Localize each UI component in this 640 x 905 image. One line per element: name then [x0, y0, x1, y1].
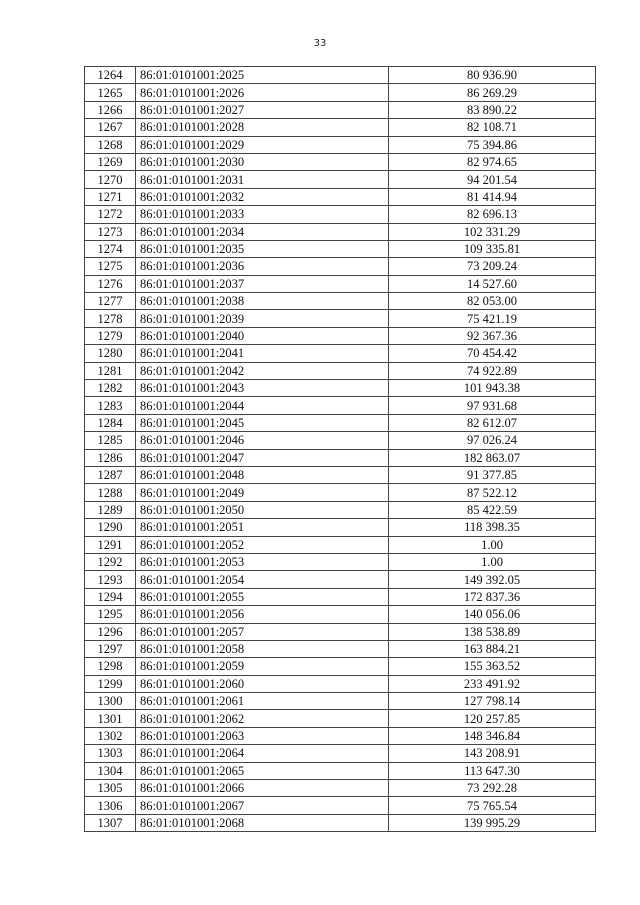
cadastral-number-cell: 86:01:0101001:2066 [136, 780, 389, 797]
table-row [85, 380, 596, 397]
table-row [85, 119, 596, 136]
cadastral-number-cell: 86:01:0101001:2058 [136, 640, 389, 657]
cadastral-number-cell: 86:01:0101001:2067 [136, 797, 389, 814]
value-cell: 120 257.85 [389, 710, 596, 727]
table-row [85, 588, 596, 605]
cadastral-number-cell: 86:01:0101001:2052 [136, 536, 389, 553]
table-row [85, 623, 596, 640]
value-cell: 172 837.36 [389, 588, 596, 605]
cadastral-number-cell: 86:01:0101001:2060 [136, 675, 389, 692]
cadastral-number-cell: 86:01:0101001:2043 [136, 380, 389, 397]
value-cell: 75 394.86 [389, 136, 596, 153]
cadastral-number-cell: 86:01:0101001:2037 [136, 275, 389, 292]
row-number-cell: 1289 [85, 501, 136, 518]
cadastral-number-cell: 86:01:0101001:2029 [136, 136, 389, 153]
cadastral-number-cell: 86:01:0101001:2046 [136, 432, 389, 449]
value-cell: 143 208.91 [389, 745, 596, 762]
value-cell: 97 026.24 [389, 432, 596, 449]
cadastral-number-cell: 86:01:0101001:2033 [136, 206, 389, 223]
value-cell: 101 943.38 [389, 380, 596, 397]
value-cell: 83 890.22 [389, 101, 596, 118]
value-cell: 87 522.12 [389, 484, 596, 501]
table-row [85, 640, 596, 657]
table-row [85, 84, 596, 101]
value-cell: 82 612.07 [389, 414, 596, 431]
row-number-cell: 1303 [85, 745, 136, 762]
table-row [85, 571, 596, 588]
table-row [85, 345, 596, 362]
cadastral-number-cell: 86:01:0101001:2036 [136, 258, 389, 275]
row-number-cell: 1267 [85, 119, 136, 136]
registry-table [84, 66, 596, 832]
cadastral-number-cell: 86:01:0101001:2030 [136, 153, 389, 170]
cadastral-number-cell: 86:01:0101001:2048 [136, 466, 389, 483]
cadastral-number-cell: 86:01:0101001:2062 [136, 710, 389, 727]
value-cell: 138 538.89 [389, 623, 596, 640]
row-number-cell: 1282 [85, 380, 136, 397]
table-row [85, 310, 596, 327]
value-cell: 233 491.92 [389, 675, 596, 692]
value-cell: 127 798.14 [389, 693, 596, 710]
table-row [85, 675, 596, 692]
table-row [85, 797, 596, 814]
cadastral-number-cell: 86:01:0101001:2059 [136, 658, 389, 675]
table-row [85, 536, 596, 553]
row-number-cell: 1301 [85, 710, 136, 727]
value-cell: 94 201.54 [389, 171, 596, 188]
value-cell: 92 367.36 [389, 327, 596, 344]
value-cell: 139 995.29 [389, 814, 596, 831]
row-number-cell: 1274 [85, 240, 136, 257]
cadastral-number-cell: 86:01:0101001:2027 [136, 101, 389, 118]
value-cell: 81 414.94 [389, 188, 596, 205]
value-cell: 82 108.71 [389, 119, 596, 136]
table-row [85, 710, 596, 727]
value-cell: 149 392.05 [389, 571, 596, 588]
cadastral-number-cell: 86:01:0101001:2028 [136, 119, 389, 136]
row-number-cell: 1276 [85, 275, 136, 292]
row-number-cell: 1284 [85, 414, 136, 431]
row-number-cell: 1270 [85, 171, 136, 188]
cadastral-number-cell: 86:01:0101001:2068 [136, 814, 389, 831]
row-number-cell: 1273 [85, 223, 136, 240]
value-cell: 82 696.13 [389, 206, 596, 223]
table-row [85, 275, 596, 292]
cadastral-number-cell: 86:01:0101001:2064 [136, 745, 389, 762]
value-cell: 75 765.54 [389, 797, 596, 814]
row-number-cell: 1295 [85, 606, 136, 623]
value-cell: 140 056.06 [389, 606, 596, 623]
row-number-cell: 1306 [85, 797, 136, 814]
table-row [85, 432, 596, 449]
cadastral-number-cell: 86:01:0101001:2050 [136, 501, 389, 518]
row-number-cell: 1300 [85, 693, 136, 710]
cadastral-number-cell: 86:01:0101001:2044 [136, 397, 389, 414]
row-number-cell: 1266 [85, 101, 136, 118]
table-row [85, 449, 596, 466]
value-cell: 1.00 [389, 536, 596, 553]
table-row [85, 693, 596, 710]
row-number-cell: 1268 [85, 136, 136, 153]
cadastral-number-cell: 86:01:0101001:2063 [136, 727, 389, 744]
page-number: 33 [313, 38, 327, 49]
cadastral-number-cell: 86:01:0101001:2047 [136, 449, 389, 466]
table-row [85, 293, 596, 310]
cadastral-number-cell: 86:01:0101001:2041 [136, 345, 389, 362]
row-number-cell: 1264 [85, 67, 136, 84]
cadastral-number-cell: 86:01:0101001:2054 [136, 571, 389, 588]
value-cell: 163 884.21 [389, 640, 596, 657]
table-row [85, 484, 596, 501]
value-cell: 155 363.52 [389, 658, 596, 675]
table-row [85, 814, 596, 831]
table-row [85, 780, 596, 797]
row-number-cell: 1265 [85, 84, 136, 101]
value-cell: 86 269.29 [389, 84, 596, 101]
table-row [85, 67, 596, 84]
table-row [85, 466, 596, 483]
table-row [85, 223, 596, 240]
registry-table-body [85, 67, 596, 832]
row-number-cell: 1279 [85, 327, 136, 344]
value-cell: 73 292.28 [389, 780, 596, 797]
table-row [85, 519, 596, 536]
table-row [85, 762, 596, 779]
value-cell: 118 398.35 [389, 519, 596, 536]
value-cell: 82 974.65 [389, 153, 596, 170]
cadastral-number-cell: 86:01:0101001:2039 [136, 310, 389, 327]
table-row [85, 206, 596, 223]
cadastral-number-cell: 86:01:0101001:2042 [136, 362, 389, 379]
value-cell: 102 331.29 [389, 223, 596, 240]
row-number-cell: 1291 [85, 536, 136, 553]
cadastral-number-cell: 86:01:0101001:2056 [136, 606, 389, 623]
table-row [85, 606, 596, 623]
table-row [85, 414, 596, 431]
table-row [85, 136, 596, 153]
value-cell: 82 053.00 [389, 293, 596, 310]
row-number-cell: 1280 [85, 345, 136, 362]
table-row [85, 153, 596, 170]
table-row [85, 362, 596, 379]
cadastral-number-cell: 86:01:0101001:2045 [136, 414, 389, 431]
cadastral-number-cell: 86:01:0101001:2025 [136, 67, 389, 84]
row-number-cell: 1299 [85, 675, 136, 692]
cadastral-number-cell: 86:01:0101001:2049 [136, 484, 389, 501]
value-cell: 80 936.90 [389, 67, 596, 84]
row-number-cell: 1304 [85, 762, 136, 779]
cadastral-number-cell: 86:01:0101001:2040 [136, 327, 389, 344]
value-cell: 113 647.30 [389, 762, 596, 779]
row-number-cell: 1277 [85, 293, 136, 310]
row-number-cell: 1302 [85, 727, 136, 744]
cadastral-number-cell: 86:01:0101001:2061 [136, 693, 389, 710]
row-number-cell: 1292 [85, 553, 136, 570]
value-cell: 148 346.84 [389, 727, 596, 744]
row-number-cell: 1294 [85, 588, 136, 605]
value-cell: 73 209.24 [389, 258, 596, 275]
row-number-cell: 1290 [85, 519, 136, 536]
table-row [85, 188, 596, 205]
row-number-cell: 1293 [85, 571, 136, 588]
table-row [85, 501, 596, 518]
cadastral-number-cell: 86:01:0101001:2053 [136, 553, 389, 570]
row-number-cell: 1283 [85, 397, 136, 414]
table-row [85, 658, 596, 675]
value-cell: 75 421.19 [389, 310, 596, 327]
cadastral-number-cell: 86:01:0101001:2032 [136, 188, 389, 205]
row-number-cell: 1305 [85, 780, 136, 797]
value-cell: 182 863.07 [389, 449, 596, 466]
value-cell: 1.00 [389, 553, 596, 570]
cadastral-number-cell: 86:01:0101001:2065 [136, 762, 389, 779]
value-cell: 97 931.68 [389, 397, 596, 414]
row-number-cell: 1296 [85, 623, 136, 640]
cadastral-number-cell: 86:01:0101001:2051 [136, 519, 389, 536]
cadastral-number-cell: 86:01:0101001:2035 [136, 240, 389, 257]
cadastral-number-cell: 86:01:0101001:2026 [136, 84, 389, 101]
row-number-cell: 1285 [85, 432, 136, 449]
value-cell: 85 422.59 [389, 501, 596, 518]
row-number-cell: 1275 [85, 258, 136, 275]
row-number-cell: 1269 [85, 153, 136, 170]
row-number-cell: 1286 [85, 449, 136, 466]
cadastral-number-cell: 86:01:0101001:2055 [136, 588, 389, 605]
value-cell: 70 454.42 [389, 345, 596, 362]
value-cell: 14 527.60 [389, 275, 596, 292]
row-number-cell: 1272 [85, 206, 136, 223]
value-cell: 109 335.81 [389, 240, 596, 257]
row-number-cell: 1288 [85, 484, 136, 501]
row-number-cell: 1281 [85, 362, 136, 379]
table-row [85, 727, 596, 744]
row-number-cell: 1271 [85, 188, 136, 205]
table-row [85, 553, 596, 570]
value-cell: 74 922.89 [389, 362, 596, 379]
cadastral-number-cell: 86:01:0101001:2031 [136, 171, 389, 188]
row-number-cell: 1287 [85, 466, 136, 483]
cadastral-number-cell: 86:01:0101001:2038 [136, 293, 389, 310]
table-row [85, 397, 596, 414]
cadastral-number-cell: 86:01:0101001:2057 [136, 623, 389, 640]
table-row [85, 258, 596, 275]
table-row [85, 101, 596, 118]
row-number-cell: 1307 [85, 814, 136, 831]
value-cell: 91 377.85 [389, 466, 596, 483]
table-row [85, 745, 596, 762]
row-number-cell: 1298 [85, 658, 136, 675]
row-number-cell: 1278 [85, 310, 136, 327]
row-number-cell: 1297 [85, 640, 136, 657]
cadastral-number-cell: 86:01:0101001:2034 [136, 223, 389, 240]
table-row [85, 171, 596, 188]
table-row [85, 240, 596, 257]
table-row [85, 327, 596, 344]
